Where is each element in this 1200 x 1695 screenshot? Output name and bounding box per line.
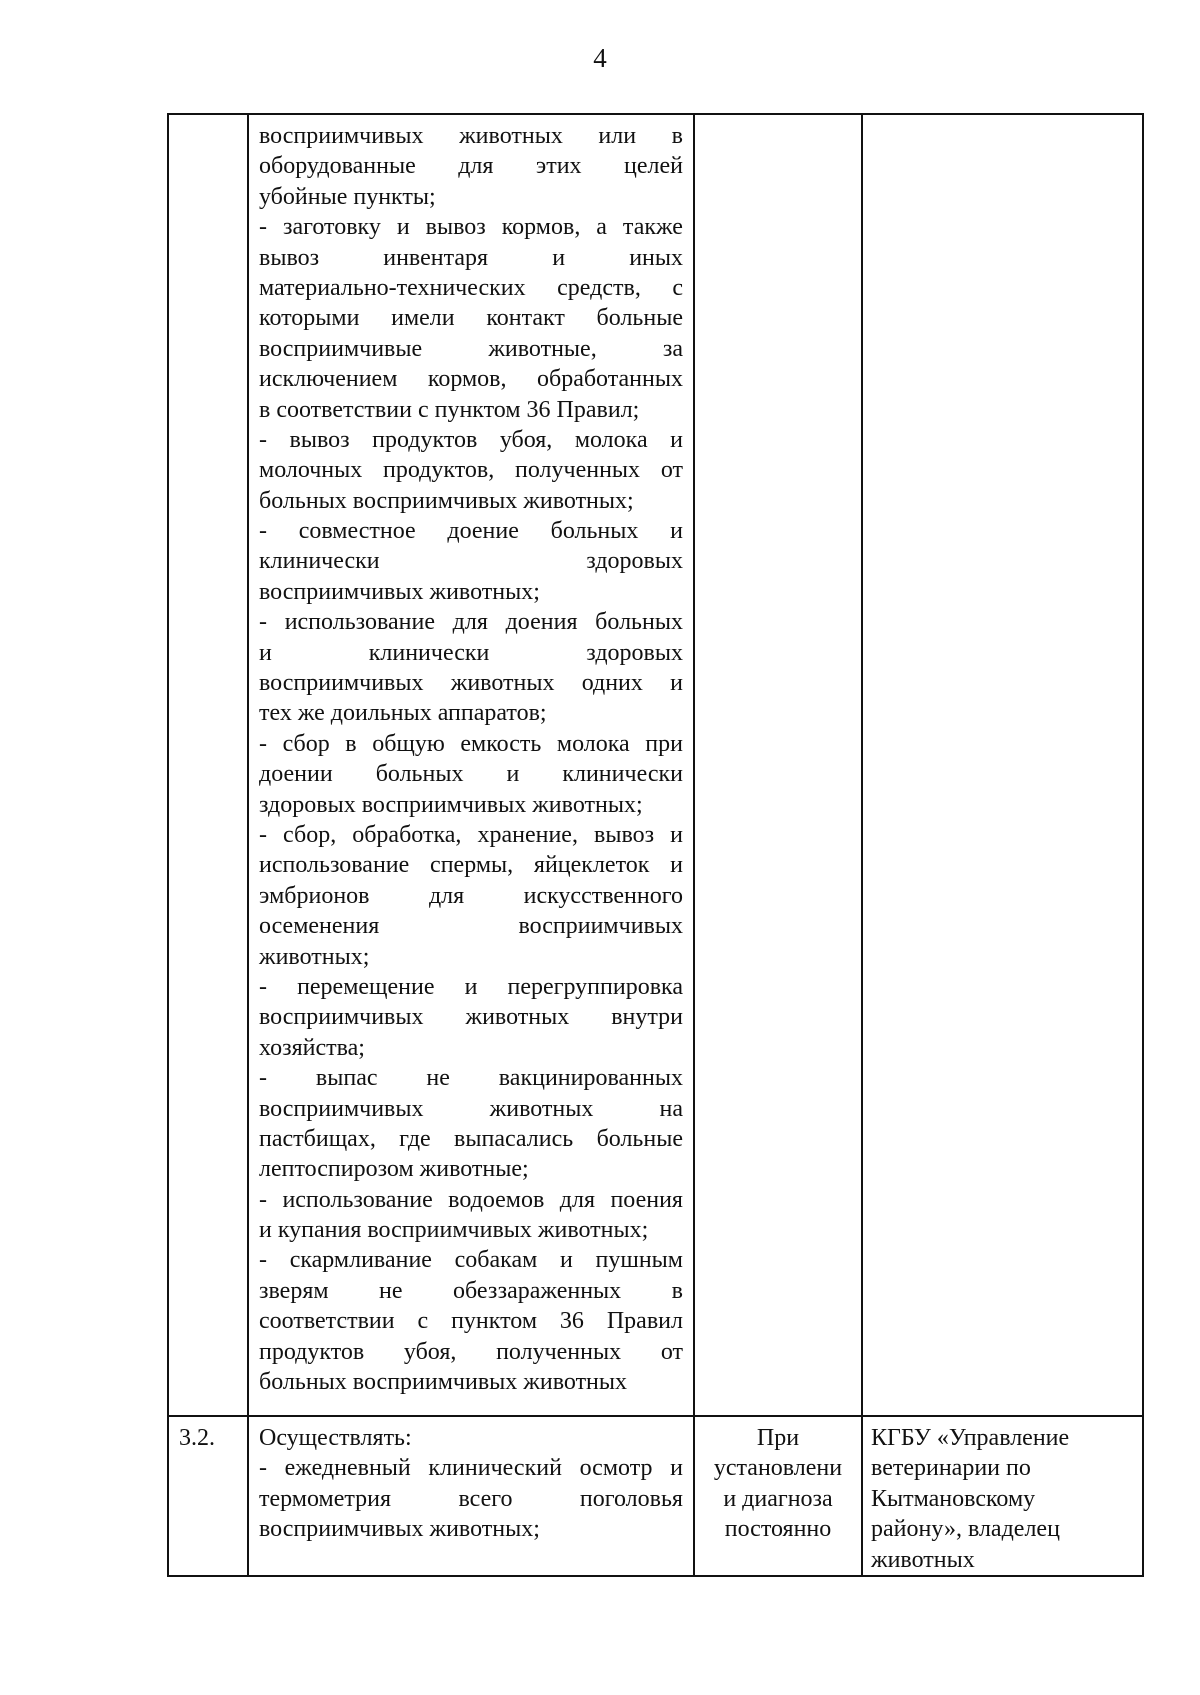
text-line: установлени — [713, 1455, 843, 1482]
text-line: животных; — [259, 943, 370, 970]
text-line: клинически здоровых — [259, 548, 683, 575]
text-line: больных восприимчивых животных — [259, 1369, 628, 1396]
text-line: хозяйства; — [259, 1034, 365, 1061]
text-line: Кытмановскому — [871, 1485, 1036, 1512]
text-line: термометрия всего поголовья — [259, 1485, 683, 1512]
responsible-cell — [862, 114, 1143, 1416]
text-line: - ежедневный клинический осмотр и — [259, 1455, 683, 1482]
text-line: - использование для доения больных — [259, 609, 683, 636]
text-line: которыми имели контакт больные — [259, 305, 683, 332]
text-line: При — [756, 1425, 800, 1451]
measure-text — [249, 115, 693, 1407]
text-line: району», владелец — [871, 1516, 1060, 1543]
text-line: больных восприимчивых животных; — [259, 487, 634, 514]
text-line: в соответствии с пунктом 36 Правил; — [259, 396, 640, 423]
text-line: продуктов убоя, полученных от — [259, 1338, 683, 1365]
term-text — [695, 1417, 861, 1545]
text-line: восприимчивых животных на — [259, 1095, 683, 1122]
text-line: зверям не обеззараженных в — [259, 1277, 683, 1304]
measure-text-cell — [248, 114, 694, 1416]
text-line: восприимчивых животных или в — [259, 123, 683, 149]
text-line: использование спермы, яйцеклеток и — [259, 852, 683, 879]
text-line: осеменения восприимчивых — [259, 913, 683, 940]
page-number: 4 — [593, 43, 607, 73]
text-line: и клинически здоровых — [259, 639, 683, 666]
text-line: доении больных и клинически — [259, 761, 683, 788]
text-line: исключением кормов, обработанных — [259, 366, 683, 393]
responsible-text — [863, 1417, 1142, 1575]
row-number-cell — [168, 114, 248, 1416]
text-line: и купания восприимчивых животных; — [259, 1217, 649, 1244]
text-line: восприимчивых животных; — [259, 578, 540, 605]
row-number-cell — [168, 1416, 248, 1576]
responsible-cell — [862, 1416, 1143, 1576]
text-line: вывоз инвентаря и иных — [259, 244, 683, 271]
text-line: - сбор в общую емкость молока при — [259, 730, 683, 757]
term-cell — [694, 1416, 862, 1576]
text-line: пастбищах, где выпасались больные — [259, 1125, 683, 1152]
text-line: лептоспирозом животные; — [259, 1156, 529, 1183]
text-line: молочных продуктов, полученных от — [259, 457, 683, 484]
term-cell — [694, 114, 862, 1416]
text-line: и диагноза — [723, 1485, 833, 1512]
text-line: убойные пункты; — [259, 183, 436, 210]
text-line: постоянно — [724, 1516, 832, 1543]
text-line: животных — [871, 1546, 975, 1573]
text-line: - сбор, обработка, хранение, вывоз и — [259, 821, 683, 848]
text-line: - скармливание собакам и пушным — [259, 1247, 683, 1274]
text-line: соответствии с пунктом 36 Правил — [259, 1308, 683, 1335]
text-line: материально-технических средств, с — [259, 274, 683, 301]
text-line: эмбрионов для искусственного — [259, 882, 683, 909]
measure-text-cell — [248, 1416, 694, 1576]
text-line: ветеринарии по — [871, 1455, 1031, 1482]
text-line: - заготовку и вывоз кормов, а также — [259, 214, 683, 241]
text-line: здоровых восприимчивых животных; — [259, 791, 643, 818]
text-line: - совместное доение больных и — [259, 518, 683, 545]
text-line: КГБУ «Управление — [871, 1425, 1070, 1451]
responsible-text — [863, 115, 1142, 121]
measures-table — [167, 113, 1144, 1577]
text-line: - перемещение и перегруппировка — [259, 973, 683, 1000]
text-line: - выпас не вакцинированных — [259, 1065, 683, 1092]
text-line: оборудованные для этих целей — [259, 153, 683, 180]
row-number — [169, 115, 247, 121]
text-line: - вывоз продуктов убоя, молока и — [259, 426, 683, 453]
text-line: - использование водоемов для поения — [259, 1186, 683, 1213]
text-line: восприимчивых животных внутри — [259, 1004, 683, 1031]
term-text — [695, 115, 861, 121]
text-line: восприимчивых животных одних и — [259, 670, 683, 697]
text-line: восприимчивых животных; — [259, 1516, 540, 1543]
row-number: 3.2. — [179, 1425, 215, 1451]
text-line: восприимчивые животные, за — [259, 335, 683, 362]
table-row — [168, 1416, 1143, 1576]
text-line: Осуществлять: — [259, 1425, 412, 1451]
table-row — [168, 114, 1143, 1416]
measure-text — [249, 1417, 693, 1555]
text-line: тех же доильных аппаратов; — [259, 700, 547, 727]
